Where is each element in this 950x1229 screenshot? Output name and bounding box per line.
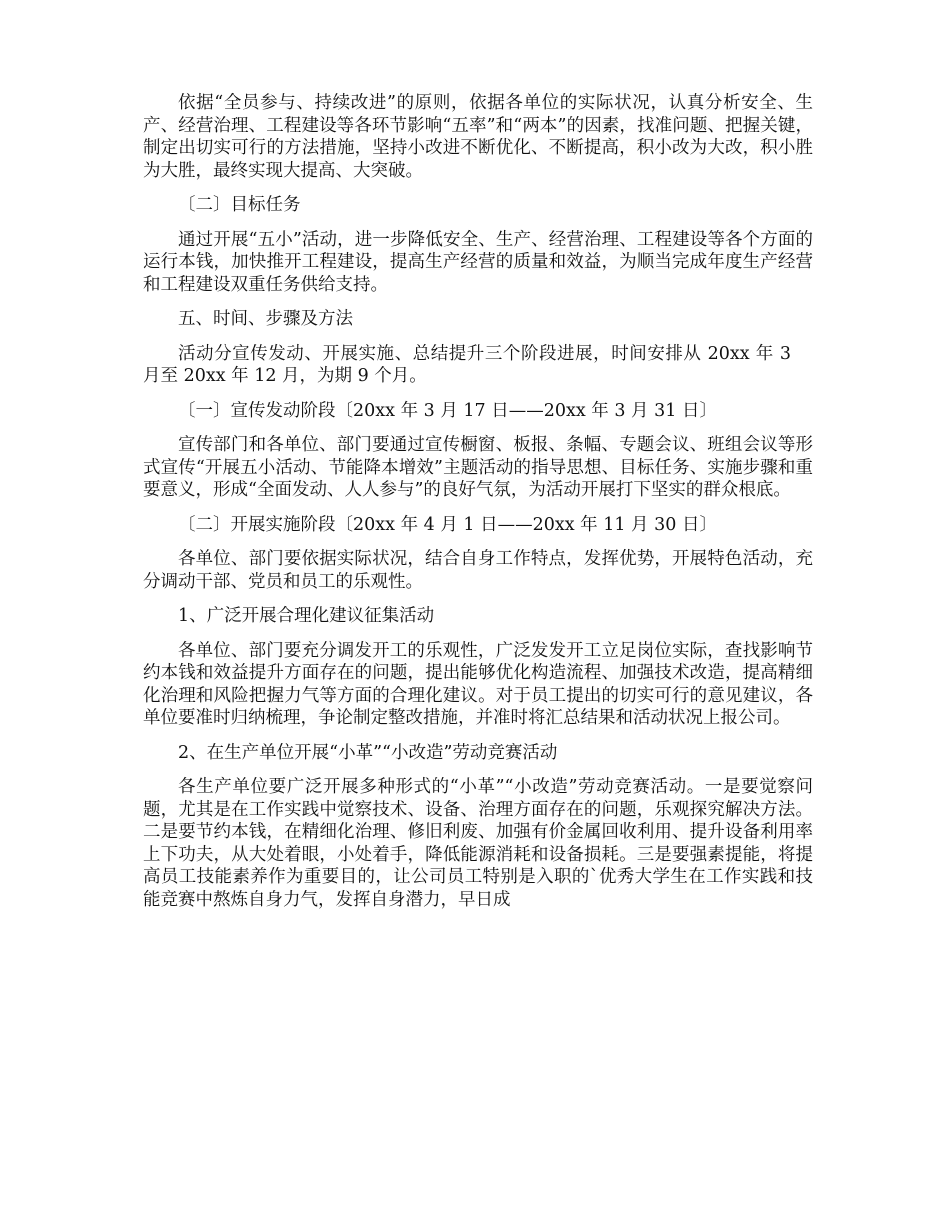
paragraph-labor-competition: 各生产单位要广泛开展多种形式的“小革”“小改造”劳动竞赛活动。一是要觉察问题，尤其是在工作实践中觉察技术、设备、治理方面存在的问题，乐观探究解决方法。二是要节约本钱，在精细化治理、修旧利废、加强有价金属回收利用、提升设备利用率上下功夫，从大处着眼，小处着手，降低能源消耗和设备损耗。三是要强素提能，将提高员工技能素养作为重要目的，让公司员工特别是入职的`优秀大学生在工作实践和技能竞赛中熬炼自身力气，发挥自身潜力，早日成 (143, 777, 813, 910)
heading-implementation-stage: 〔二〕开展实施阶段〔20xx 年 4 月 1 日——20xx 年 11 月 30 日〕 (178, 514, 717, 535)
paragraph-intro: 依据“全员参与、持续改进”的原则，依据各单位的实际状况，认真分析安全、生产、经营治理、工程建设等各环节影响“五率”和“两本”的因素，找准问题、把握关键，制定出切实可行的方法措施，坚持小改进不断优化、不断提高，积小改为大改，积小胜为大胜，最终实现大提高、大突破。 (143, 93, 813, 181)
paragraph-publicity-stage: 宣传部门和各单位、部门要通过宣传橱窗、板报、条幅、专题会议、班组会议等形式宣传“开展五小活动、节能降本增效”主题活动的指导思想、目标任务、实施步骤和重要意义，形成“全面发动、人人参与”的良好气氛，为活动开展打下坚实的群众根底。 (143, 435, 813, 500)
heading-publicity-stage: 〔一〕宣传发动阶段〔20xx 年 3 月 17 日——20xx 年 3 月 31 日〕 (178, 400, 717, 421)
heading-suggestion-activity: 1、广泛开展合理化建议征集活动 (178, 606, 435, 626)
heading-target-tasks: 〔二〕目标任务 (178, 195, 301, 215)
paragraph-target-tasks: 通过开展“五小”活动，进一步降低安全、生产、经营治理、工程建设等各个方面的运行本钱，加快推开工程建设，提高生产经营的质量和效益，为顺当完成年度生产经营和工程建设双重任务供给支持。 (143, 229, 813, 295)
heading-time-steps-methods: 五、时间、步骤及方法 (178, 309, 353, 329)
paragraph-schedule: 活动分宣传发动、开展实施、总结提升三个阶段进展，时间安排从 20xx 年 3 月至 20xx 年 12 月，为期 9 个月。 (143, 343, 791, 386)
paragraph-implementation-stage: 各单位、部门要依据实际状况，结合自身工作特点，发挥优势，开展特色活动，充分调动干部、党员和员工的乐观性。 (143, 549, 813, 592)
paragraph-suggestion-activity: 各单位、部门要充分调发开工的乐观性，广泛发发开工立足岗位实际，查找影响节约本钱和效益提升方面存在的问题，提出能够优化构造流程、加强技术改造，提高精细化治理和风险把握力气等方面的合理化建议。对于员工提出的切实可行的意见建议，各单位要准时归纳梳理，争论制定整改措施，并准时将汇总结果和活动状况上报公司。 (143, 640, 813, 728)
heading-labor-competition: 2、在生产单位开展“小革”“小改造”劳动竞赛活动 (178, 742, 558, 763)
document-page (143, 92, 813, 923)
